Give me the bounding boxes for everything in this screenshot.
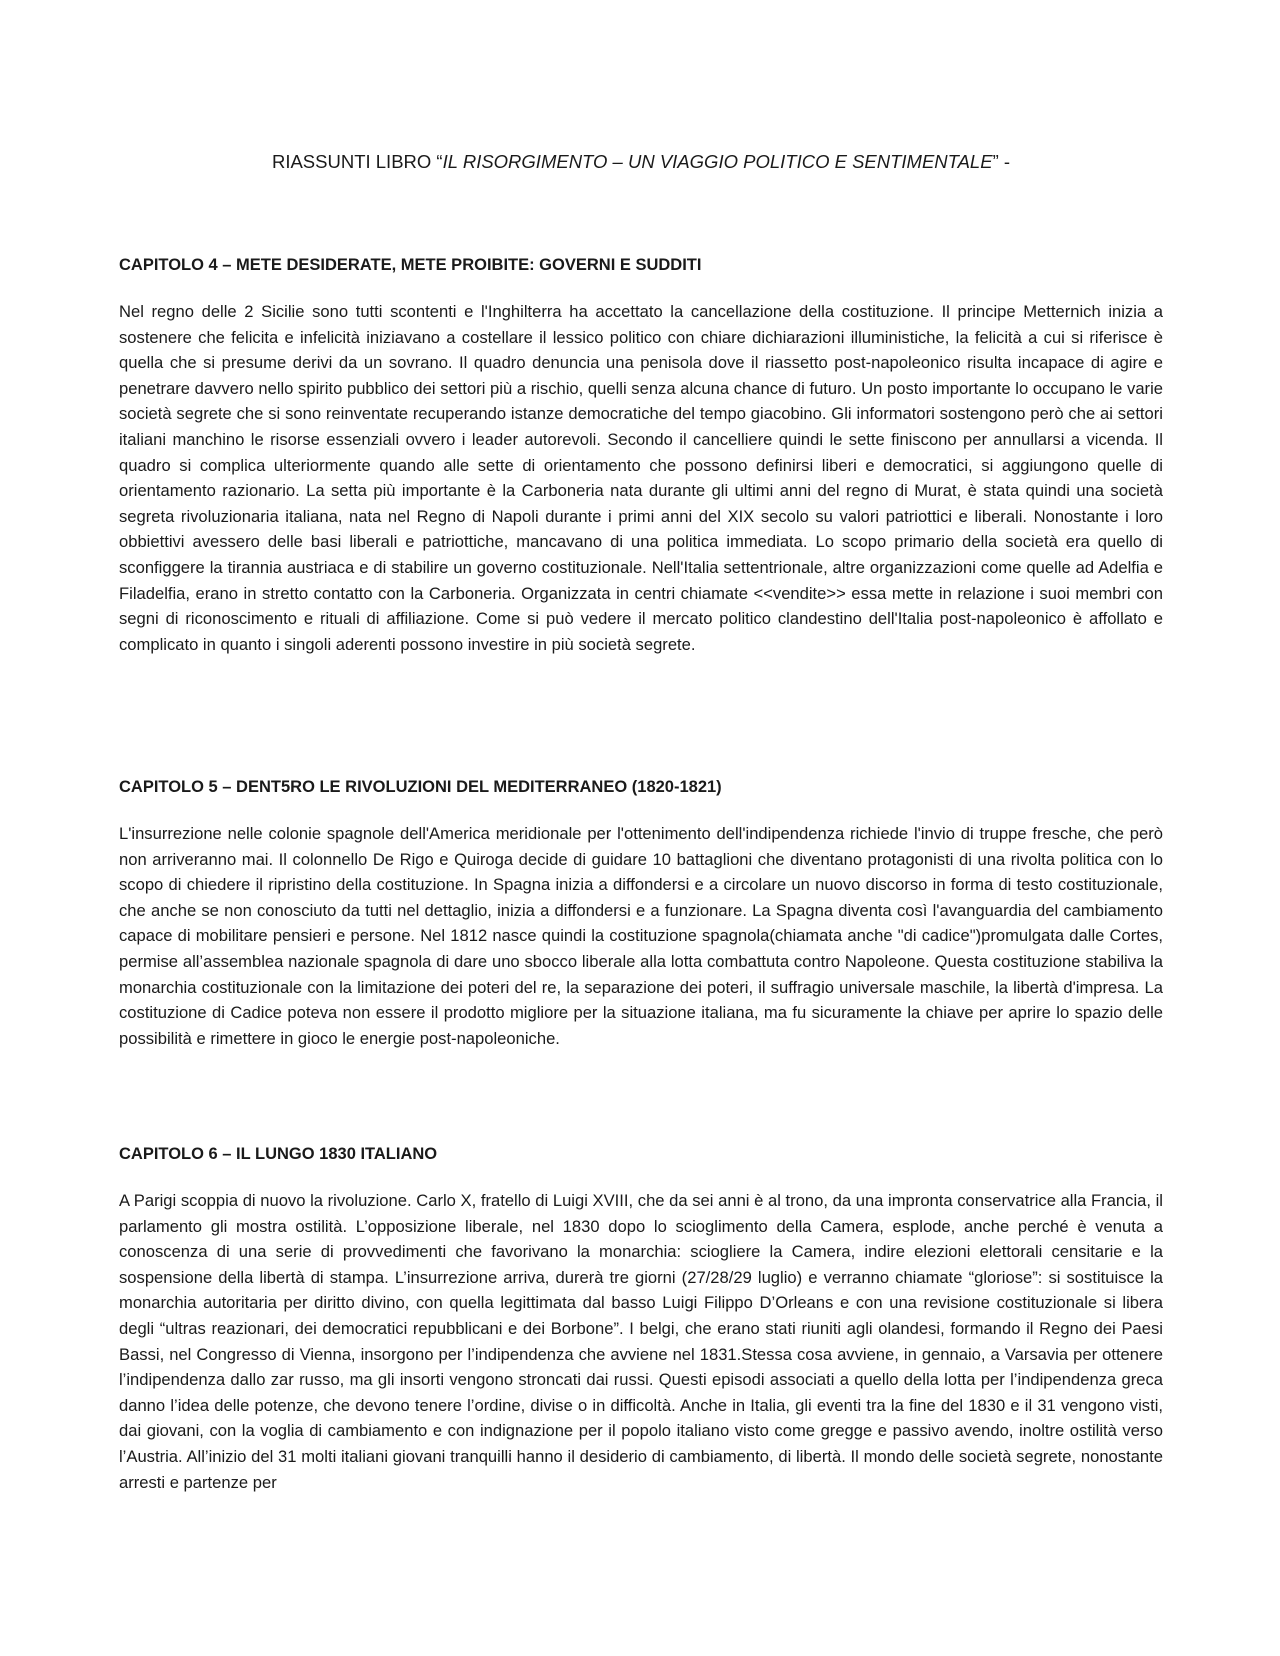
document-title xyxy=(119,150,1163,174)
chapter-5-body: L'insurrezione nelle colonie spagnole dell'America meridionale per l'ottenimento dell'indipendenza richiede l'invio di truppe fresche, che però non arriveranno mai. Il colonnello De Rigo e Quiroga decide di guidare 10 battaglioni che diventano protagonisti di una rivolta politica con lo scopo di chiedere il ripristino della costituzione. In Spagna inizia a diffondersi e a circolare un nuovo discorso in forma di testo costituzionale, che anche se non conosciuto da tutti nel dettaglio, inizia a diffondersi e a funzionare. La Spagna diventa così l'avanguardia del cambiamento capace di mobilitare pensieri e persone. Nel 1812 nasce quindi la costituzione spagnola(chiamata anche "di cadice")promulgata dalle Cortes, permise all’assemblea nazionale spagnola di dare uno sbocco liberale alla lotta combattuta contro Napoleone. Questa costituzione stabiliva la monarchia costituzionale con la limitazione dei poteri del re, la separazione dei poteri, il suffragio universale maschile, la libertà d'impresa. La costituzione di Cadice poteva non essere il prodotto migliore per la situazione italiana, ma fu sicuramente la chiave per aprire lo spazio delle possibilità e rimettere in gioco le energie post-napoleoniche. xyxy=(119,824,1163,1048)
title-suffix: ” - xyxy=(992,151,1011,172)
chapter-6-heading: CAPITOLO 6 – IL LUNGO 1830 ITALIANO xyxy=(119,1145,438,1163)
title-book-name: IL RISORGIMENTO – UN VIAGGIO POLITICO E SENTIMENTALE xyxy=(442,151,993,172)
title-prefix: RIASSUNTI LIBRO “ xyxy=(271,151,443,172)
chapter-4-heading: CAPITOLO 4 – METE DESIDERATE, METE PROIBITE: GOVERNI E SUDDITI xyxy=(119,256,702,274)
chapter-4-body: Nel regno delle 2 Sicilie sono tutti scontenti e l'Inghilterra ha accettato la cancellazione della costituzione. Il principe Metternich inizia a sostenere che felicita e infelicità iniziavano a costellare il lessico politico con chiare dichiarazioni illuministiche, la felicità a cui si riferisce è quella che si presume derivi da un sovrano. Il quadro denuncia una penisola dove il riassetto post-napoleonico risulta incapace di agire e penetrare davvero nello spirito pubblico dei settori più a rischio, quelli senza alcuna chance di futuro. Un posto importante lo occupano le varie società segrete che si sono reinventate recuperando istanze democratiche del tempo giacobino. Gli informatori sostengono però che ai settori italiani manchino le risorse essenziali ovvero i leader autorevoli. Secondo il cancelliere quindi le sette finiscono per annullarsi a vicenda. Il quadro si complica ulteriormente quando alle sette di orientamento che possono definirsi liberi e democratici, si aggiungono quelle di orientamento razionario. La setta più importante è la Carboneria nata durante gli ultimi anni del regno di Murat, è stata quindi una società segreta rivoluzionaria italiana, nata nel Regno di Napoli durante i primi anni del XIX secolo su valori patriottici e liberali. Nonostante i loro obbiettivi avessero delle basi liberali e patriottiche, mancavano di una politica immediata. Lo scopo primario della società era quello di sconfiggere la tirannia austriaca e di stabilire un governo costituzionale. Nell'Italia settentrionale, altre organizzazioni come quelle ad Adelfia e Filadelfia, erano in stretto contatto con la Carboneria. Organizzata in centri chiamate <<vendite>> essa mette in relazione i suoi membri con segni di riconoscimento e rituali di affiliazione. Come si può vedere il mercato politico clandestino dell'Italia post-napoleonico è affollato e complicato in quanto i singoli aderenti possono investire in più società segrete. xyxy=(119,302,1163,654)
chapter-6-body: A Parigi scoppia di nuovo la rivoluzione. Carlo X, fratello di Luigi XVIII, che da sei anni è al trono, da una impronta conservatrice alla Francia, il parlamento gli mostra ostilità. L’opposizione liberale, nel 1830 dopo lo scioglimento della Camera, esplode, anche perché è venuta a conoscenza di una serie di provvedimenti che favorivano la monarchia: sciogliere la Camera, indire elezioni elettorali censitarie e la sospensione della libertà di stampa. L’insurrezione arriva, durerà tre giorni (27/28/29 luglio) e verranno chiamate “gloriose”: si sostituisce la monarchia autoritaria per diritto divino, con quella legittimata dal basso Luigi Filippo D’Orleans e con una revisione costituzionale si libera degli “ultras reazionari, dei democratici repubblicani e dei Borbone”. I belgi, che erano stati riuniti agli olandesi, formando il Regno dei Paesi Bassi, nel Congresso di Vienna, insorgono per l’indipendenza che avviene nel 1831.Stessa cosa avviene, in gennaio, a Varsavia per ottenere l’indipendenza dallo zar russo, ma gli insorti vengono stroncati dai russi. Questi episodi associati a quello della lotta per l’indipendenza greca danno l’idea delle potenze, che devono tenere l’ordine, divise o in difficoltà. Anche in Italia, gli eventi tra la fine del 1830 e il 31 vengono visti, dai giovani, con la voglia di cambiamento e con indignazione per il popolo italiano visto come gregge e passivo avendo, inoltre ostilità verso l’Austria. All’inizio del 31 molti italiani giovani tranquilli hanno il desiderio di cambiamento, di libertà. Il mondo delle società segrete, nonostante arresti e partenze per xyxy=(119,1191,1163,1492)
chapter-5-heading: CAPITOLO 5 – DENT5RO LE RIVOLUZIONI DEL MEDITERRANEO (1820-1821) xyxy=(119,778,722,796)
